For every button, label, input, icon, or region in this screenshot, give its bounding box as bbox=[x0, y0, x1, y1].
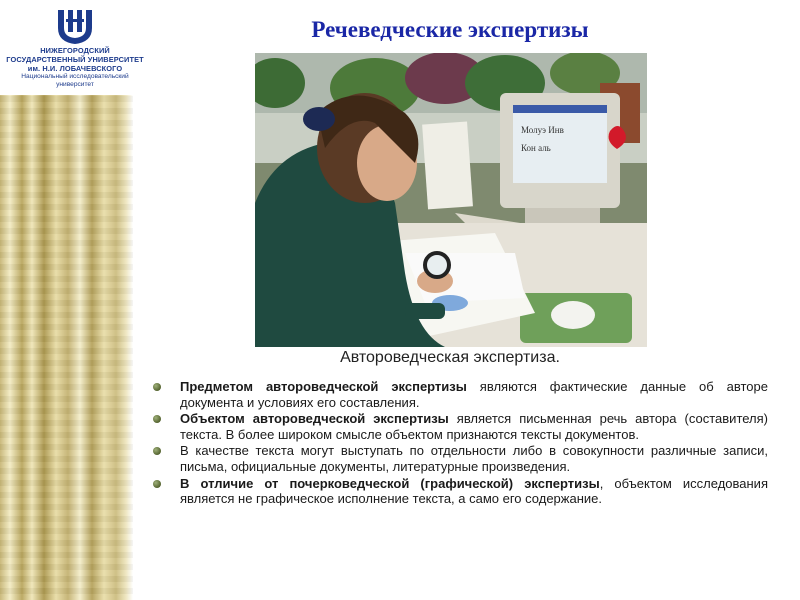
bullet-icon bbox=[153, 447, 161, 455]
expert-at-work-photo bbox=[255, 53, 647, 347]
bullet-text: являются фактические данные об авторе документа и условиях его составления. bbox=[180, 379, 768, 410]
bullet-icon bbox=[153, 415, 161, 423]
page-title: Речеведческие экспертизы bbox=[311, 17, 589, 42]
bullet-item bbox=[150, 443, 768, 474]
bullet-text: является письменная речь автора (составителя) текста. В более широком смысле объектом признаются тексты документов. bbox=[180, 411, 768, 442]
bullet-icon bbox=[153, 480, 161, 488]
bullet-item bbox=[150, 379, 768, 410]
bullet-bold-text: В отличие от почерковедческой (графической) экспертизы bbox=[180, 475, 600, 491]
bullet-bold-text: Предметом автороведческой экспертизы bbox=[180, 379, 467, 394]
bullet-item bbox=[150, 411, 768, 442]
bullet-icon bbox=[153, 383, 161, 391]
decorative-gold-column bbox=[0, 95, 133, 600]
logo-line-2: ГОСУДАРСТВЕННЫЙ УНИВЕРСИТЕТ bbox=[6, 55, 144, 64]
bullet-list bbox=[150, 379, 768, 508]
university-logo bbox=[0, 0, 150, 95]
logo-line-3: им. Н.И. ЛОБАЧЕВСКОГО bbox=[27, 64, 123, 73]
logo-line-4: Национальный исследовательский bbox=[21, 73, 129, 80]
photo-caption: Автороведческая экспертиза. bbox=[340, 349, 560, 366]
bullet-bold-text: Объектом автороведческой экспертизы bbox=[180, 411, 449, 427]
logo-line-1: НИЖЕГОРОДСКИЙ bbox=[40, 46, 110, 55]
bullet-text: В качестве текста могут выступать по отдельности либо в совокупности различные записи, письма, официальные документы, литературные произведения. bbox=[180, 443, 768, 474]
bullet-item bbox=[150, 476, 768, 507]
university-emblem-icon bbox=[54, 6, 96, 46]
monitor-text-1: Молуэ Инв bbox=[521, 125, 564, 135]
monitor-text-2: Кон аль bbox=[521, 143, 551, 153]
photo-illustration bbox=[255, 53, 647, 347]
logo-line-5: университет bbox=[56, 81, 94, 88]
bullet-text: , объектом исследования является не графическое исполнение текста, а само его содержание. bbox=[180, 475, 768, 507]
